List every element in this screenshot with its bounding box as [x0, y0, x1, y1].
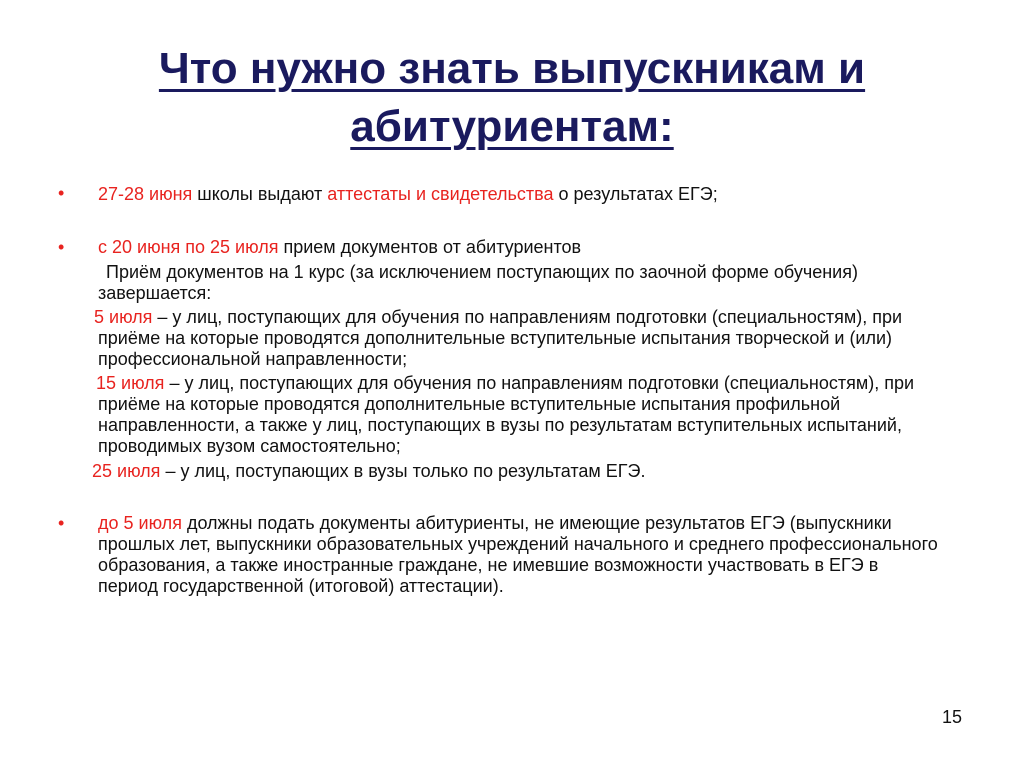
documents-highlight: аттестаты и свидетельства [327, 184, 554, 204]
list-item [98, 237, 978, 258]
bullet-icon: • [58, 513, 65, 533]
item-text: школы выдают [192, 184, 328, 204]
bullet-icon: • [58, 183, 65, 203]
item-text: – у лиц, поступающих для обучения по направлениям подготовки (специальностям), при приёме на которые проводятся дополнительные вступительные испытания профильной направленности, а также у лиц, поступающих в вузы по результатам вступительных испытаний, проводимых вузом самостоятельно; [98, 373, 915, 456]
intro-paragraph: Приём документов на 1 курс (за исключением поступающих по заочной форме обучения) завершается: [98, 262, 858, 303]
date-highlight: 25 июля [92, 461, 161, 481]
sub-paragraph [92, 461, 972, 482]
list-item [98, 184, 978, 205]
item-text: – у лиц, поступающих для обучения по направлениям подготовки (специальностям), при приёме на которые проводятся дополнительные вступительные испытания творческой и (или) профессиональной направленности; [98, 307, 903, 369]
item-text: должны подать документы абитуриенты, не имеющие результатов ЕГЭ (выпускники прошлых лет, выпускники образовательных учреждений начального и среднего профессионального образования, а также иностранные граждане, не имевшие возможности участвовать в ЕГЭ в период государственной (итоговой) аттестации). [98, 513, 938, 596]
date-highlight: 15 июля [96, 373, 165, 393]
sub-paragraph [98, 373, 964, 457]
date-highlight: с 20 июня по 25 июля [98, 237, 279, 257]
sub-paragraph [94, 307, 938, 370]
slide-title-line2: абитуриентам: [350, 102, 674, 151]
date-highlight: 27-28 июня [98, 184, 193, 204]
date-highlight: до 5 июля [98, 513, 182, 533]
slide-title-line1: Что нужно знать выпускникам и [158, 44, 866, 93]
list-item [98, 513, 940, 597]
slide-title [0, 40, 1024, 156]
bullet-icon: • [58, 237, 65, 257]
date-highlight: 5 июля [94, 307, 153, 327]
slide-number: 15 [941, 707, 962, 727]
item-text: – у лиц, поступающих в вузы только по результатам ЕГЭ. [160, 461, 646, 481]
item-text: прием документов от абитуриентов [278, 237, 582, 257]
item-text: о результатах ЕГЭ; [553, 184, 718, 204]
